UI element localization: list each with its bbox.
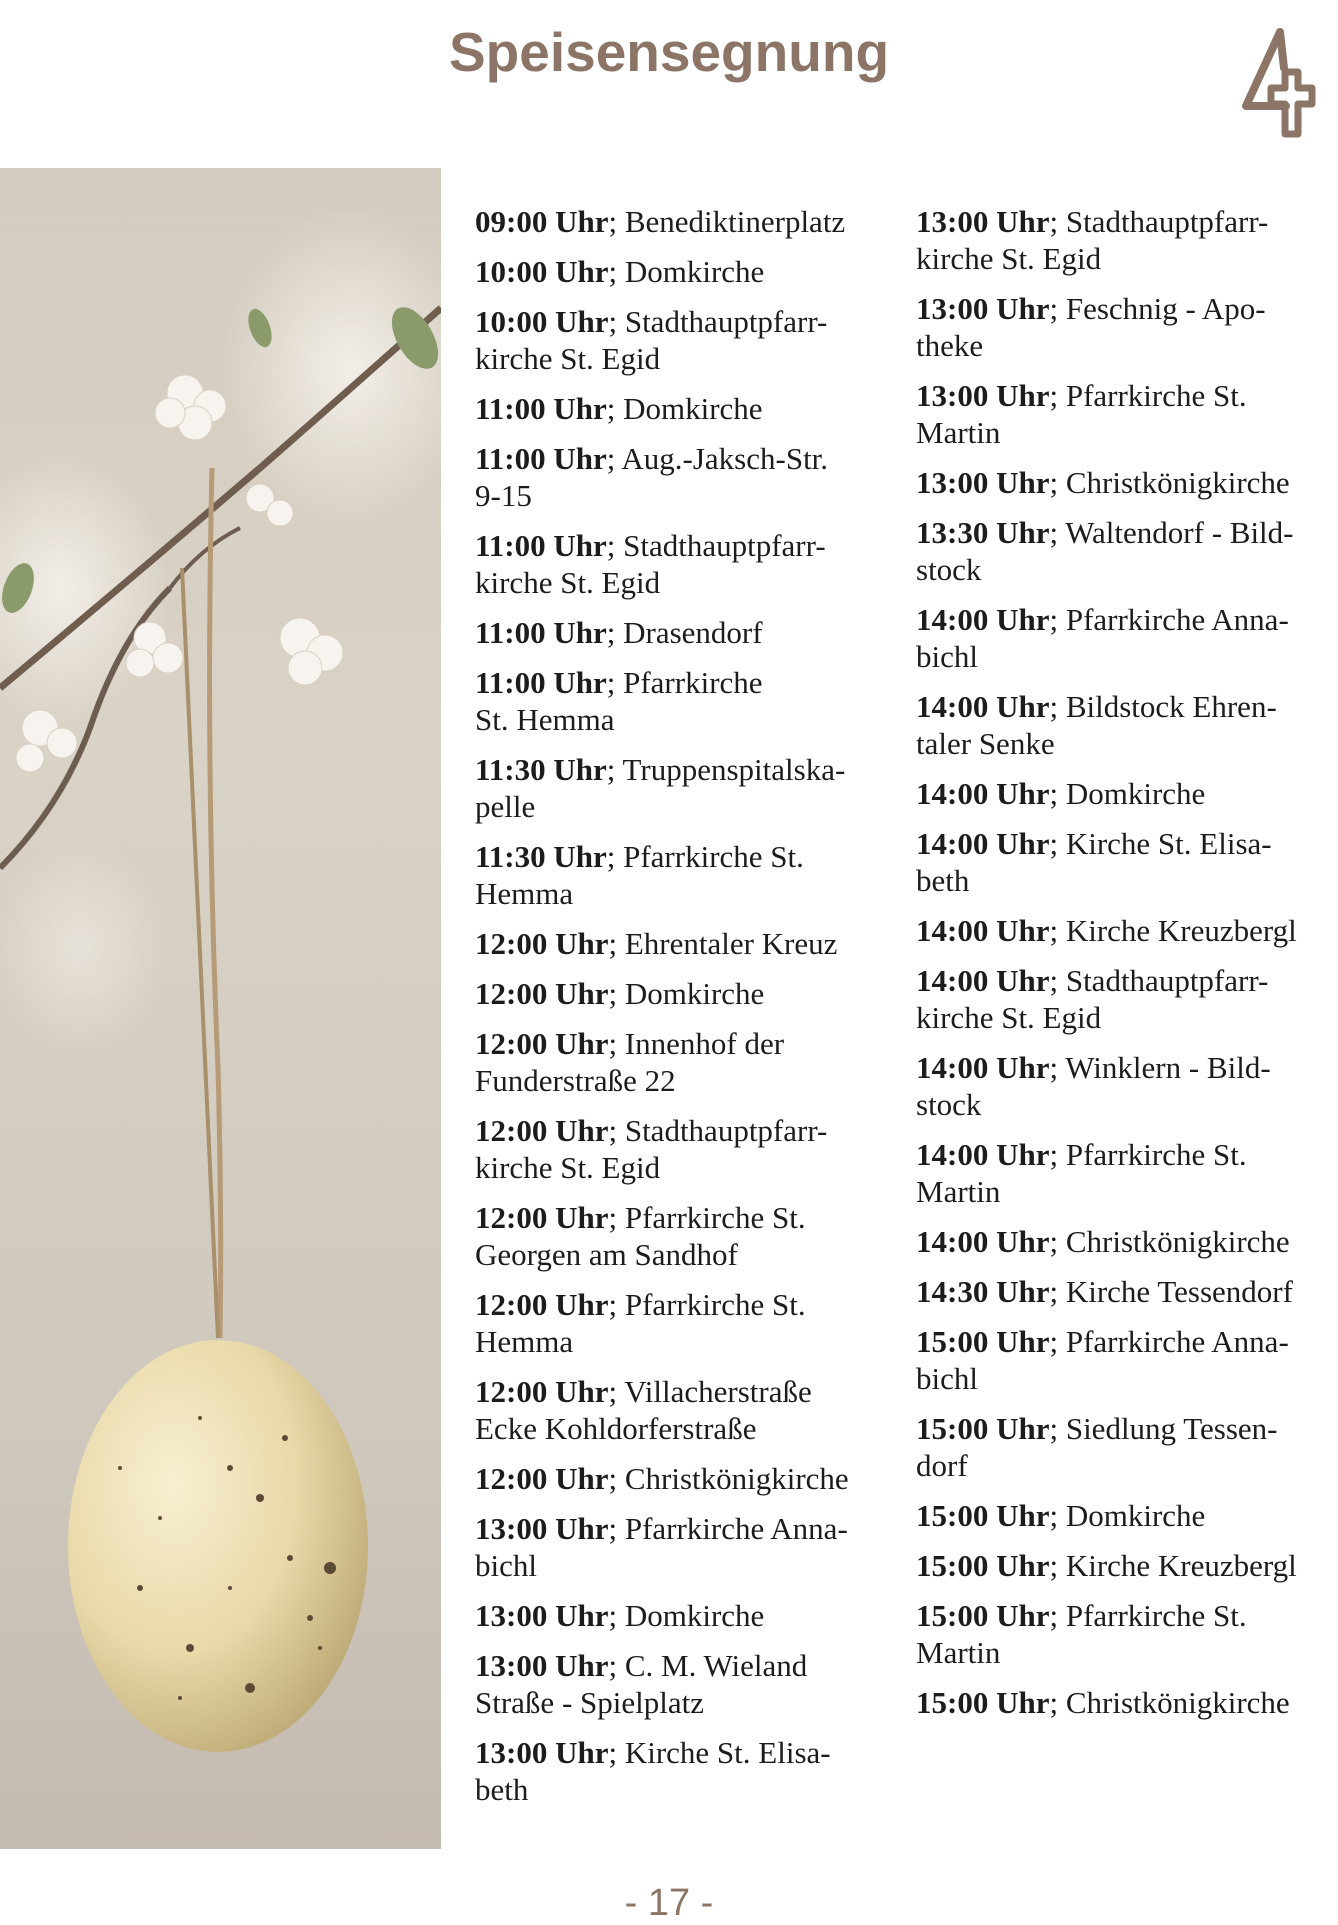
schedule-entry: [916, 1273, 1326, 1310]
entry-place: ; Christkönigkirche: [608, 1461, 849, 1496]
entry-time: 15:00 Uhr: [916, 1598, 1050, 1633]
schedule-entry: [475, 1373, 885, 1447]
schedule-entry: [475, 664, 885, 738]
schedule-entry: [916, 1684, 1326, 1721]
entry-place: ; C. M. Wieland Straße - Spielplatz: [475, 1648, 808, 1720]
schedule-entry: [475, 838, 885, 912]
entry-time: 12:00 Uhr: [475, 1374, 609, 1409]
entry-time: 14:00 Uhr: [916, 602, 1050, 637]
entry-place: ; Domkirche: [608, 1598, 765, 1633]
entry-place: ; Ehrentaler Kreuz: [608, 926, 838, 961]
entry-time: 13:30 Uhr: [916, 515, 1050, 550]
entry-time: 14:30 Uhr: [916, 1274, 1050, 1309]
entry-place: ; Drasendorf: [606, 615, 763, 650]
entry-place: ; Kirche Tessendorf: [1049, 1274, 1293, 1309]
entry-place: ; Stadthauptpfarr- kirche St. Egid: [475, 1113, 828, 1185]
entry-time: 09:00 Uhr: [475, 204, 609, 239]
entry-time: 12:00 Uhr: [475, 1200, 609, 1235]
schedule-entry: [475, 527, 885, 601]
entry-place: ; Truppenspitalska- pelle: [475, 752, 846, 824]
schedule-entry: [475, 975, 885, 1012]
schedule-entry: [475, 440, 885, 514]
entry-time: 14:00 Uhr: [916, 1224, 1050, 1259]
entry-time: 13:00 Uhr: [475, 1735, 609, 1770]
entry-time: 10:00 Uhr: [475, 304, 609, 339]
entry-time: 14:00 Uhr: [916, 913, 1050, 948]
entry-place: ; Kirche St. Elisa- beth: [475, 1735, 831, 1807]
entry-place: ; Pfarrkirche Anna- bichl: [916, 602, 1289, 674]
entry-time: 13:00 Uhr: [475, 1648, 609, 1683]
entry-place: ; Kirche Kreuzbergl: [1049, 913, 1297, 948]
entry-place: ; Pfarrkirche St. Martin: [916, 1137, 1247, 1209]
entry-time: 13:00 Uhr: [916, 204, 1050, 239]
entry-time: 12:00 Uhr: [475, 1461, 609, 1496]
entry-time: 13:00 Uhr: [916, 378, 1050, 413]
entry-place: ; Stadthauptpfarr- kirche St. Egid: [916, 963, 1269, 1035]
schedule-entry: [475, 1112, 885, 1186]
entry-place: ; Villacherstraße Ecke Kohldorferstraße: [475, 1374, 812, 1446]
entry-place: ; Stadthauptpfarr- kirche St. Egid: [475, 304, 828, 376]
entry-place: ; Pfarrkirche St. Martin: [916, 1598, 1247, 1670]
entry-time: 10:00 Uhr: [475, 254, 609, 289]
entry-time: 14:00 Uhr: [916, 689, 1050, 724]
entry-time: 15:00 Uhr: [916, 1685, 1050, 1720]
schedule-entry: [916, 377, 1326, 451]
entry-place: ; Domkirche: [1049, 1498, 1206, 1533]
entry-time: 11:30 Uhr: [475, 752, 607, 787]
entry-place: ; Bildstock Ehren- taler Senke: [916, 689, 1277, 761]
entry-time: 12:00 Uhr: [475, 1026, 609, 1061]
entry-place: ; Pfarrkirche St. Hemma: [475, 839, 804, 911]
entry-time: 14:00 Uhr: [916, 1137, 1050, 1172]
schedule-entry: [475, 1597, 885, 1634]
page-number: - 17 -: [624, 1882, 714, 1924]
schedule-entry: [916, 464, 1326, 501]
entry-time: 14:00 Uhr: [916, 1050, 1050, 1085]
schedule-entry: [916, 1597, 1326, 1671]
schedule-entry: [916, 1223, 1326, 1260]
entry-time: 14:00 Uhr: [916, 776, 1050, 811]
entry-place: ; Domkirche: [1049, 776, 1206, 811]
entry-time: 12:00 Uhr: [475, 976, 609, 1011]
entry-time: 14:00 Uhr: [916, 826, 1050, 861]
entry-place: ; Siedlung Tessen- dorf: [916, 1411, 1278, 1483]
schedule-entry: [475, 1286, 885, 1360]
schedule-entry: [475, 303, 885, 377]
entry-place: ; Pfarrkirche Anna- bichl: [916, 1324, 1289, 1396]
entry-time: 15:00 Uhr: [916, 1548, 1050, 1583]
schedule-entry: [916, 1049, 1326, 1123]
entry-place: ; Pfarrkirche St. Martin: [916, 378, 1247, 450]
schedule-entry: [475, 751, 885, 825]
entry-place: ; Domkirche: [606, 391, 763, 426]
entry-place: ; Kirche Kreuzbergl: [1049, 1548, 1297, 1583]
schedule-entry: [916, 688, 1326, 762]
entry-time: 12:00 Uhr: [475, 1113, 609, 1148]
schedule-column-right: [916, 203, 1326, 1734]
entry-place: ; Domkirche: [608, 254, 765, 289]
schedule-entry: [475, 390, 885, 427]
schedule-entry: [916, 1547, 1326, 1584]
schedule-entry: [475, 1647, 885, 1721]
entry-time: 11:00 Uhr: [475, 528, 607, 563]
schedule-entry: [916, 1323, 1326, 1397]
schedule-entry: [475, 1025, 885, 1099]
entry-time: 11:00 Uhr: [475, 441, 607, 476]
entry-place: ; Pfarrkirche Anna- bichl: [475, 1511, 848, 1583]
entry-time: 12:00 Uhr: [475, 1287, 609, 1322]
schedule-entry: [475, 614, 885, 651]
schedule-entry: [916, 775, 1326, 812]
entry-time: 11:00 Uhr: [475, 391, 607, 426]
entry-time: 15:00 Uhr: [916, 1498, 1050, 1533]
schedule-entry: [916, 514, 1326, 588]
entry-time: 15:00 Uhr: [916, 1411, 1050, 1446]
schedule-entry: [916, 601, 1326, 675]
schedule-entry: [916, 1136, 1326, 1210]
schedule-entry: [916, 1497, 1326, 1534]
entry-place: ; Benediktinerplatz: [608, 204, 846, 239]
schedule-entry: [916, 1410, 1326, 1484]
schedule-entry: [475, 203, 885, 240]
entry-time: 11:00 Uhr: [475, 665, 607, 700]
entry-place: ; Stadthauptpfarr- kirche St. Egid: [475, 528, 826, 600]
schedule-column-left: [475, 203, 885, 1821]
entry-time: 11:00 Uhr: [475, 615, 607, 650]
schedule-entry: [916, 962, 1326, 1036]
schedule-entry: [916, 290, 1326, 364]
cross-4-logo-icon: [1240, 28, 1316, 140]
schedule-entry: [475, 925, 885, 962]
schedule-entry: [475, 1510, 885, 1584]
entry-place: ; Waltendorf - Bild- stock: [916, 515, 1294, 587]
entry-time: 15:00 Uhr: [916, 1324, 1050, 1359]
entry-place: ; Pfarrkirche St. Hemma: [475, 1287, 806, 1359]
entry-time: 11:30 Uhr: [475, 839, 607, 874]
entry-place: ; Aug.-Jaksch-Str. 9-15: [475, 441, 829, 513]
entry-time: 13:00 Uhr: [916, 465, 1050, 500]
entry-place: ; Feschnig - Apo- theke: [916, 291, 1266, 363]
schedule-entry: [916, 825, 1326, 899]
entry-time: 13:00 Uhr: [475, 1511, 609, 1546]
entry-place: ; Stadthauptpfarr- kirche St. Egid: [916, 204, 1269, 276]
schedule-entry: [475, 1734, 885, 1808]
entry-time: 12:00 Uhr: [475, 926, 609, 961]
schedule-entry: [475, 1199, 885, 1273]
entry-time: 14:00 Uhr: [916, 963, 1050, 998]
entry-place: ; Pfarrkirche St. Georgen am Sandhof: [475, 1200, 806, 1272]
easter-egg-blossom-photo: [0, 168, 441, 1849]
page-title: Speisensegnung: [448, 21, 890, 83]
entry-place: ; Kirche St. Elisa- beth: [916, 826, 1272, 898]
entry-place: ; Pfarrkirche St. Hemma: [475, 665, 763, 737]
entry-place: ; Christkönigkirche: [1049, 465, 1290, 500]
entry-place: ; Innenhof der Funderstraße 22: [475, 1026, 785, 1098]
entry-place: ; Christkönigkirche: [1049, 1224, 1290, 1259]
schedule-entry: [475, 1460, 885, 1497]
entry-place: ; Domkirche: [608, 976, 765, 1011]
entry-place: ; Winklern - Bild- stock: [916, 1050, 1271, 1122]
schedule-entry: [916, 203, 1326, 277]
entry-time: 13:00 Uhr: [475, 1598, 609, 1633]
entry-time: 13:00 Uhr: [916, 291, 1050, 326]
schedule-entry: [475, 253, 885, 290]
schedule-entry: [916, 912, 1326, 949]
entry-place: ; Christkönigkirche: [1049, 1685, 1290, 1720]
